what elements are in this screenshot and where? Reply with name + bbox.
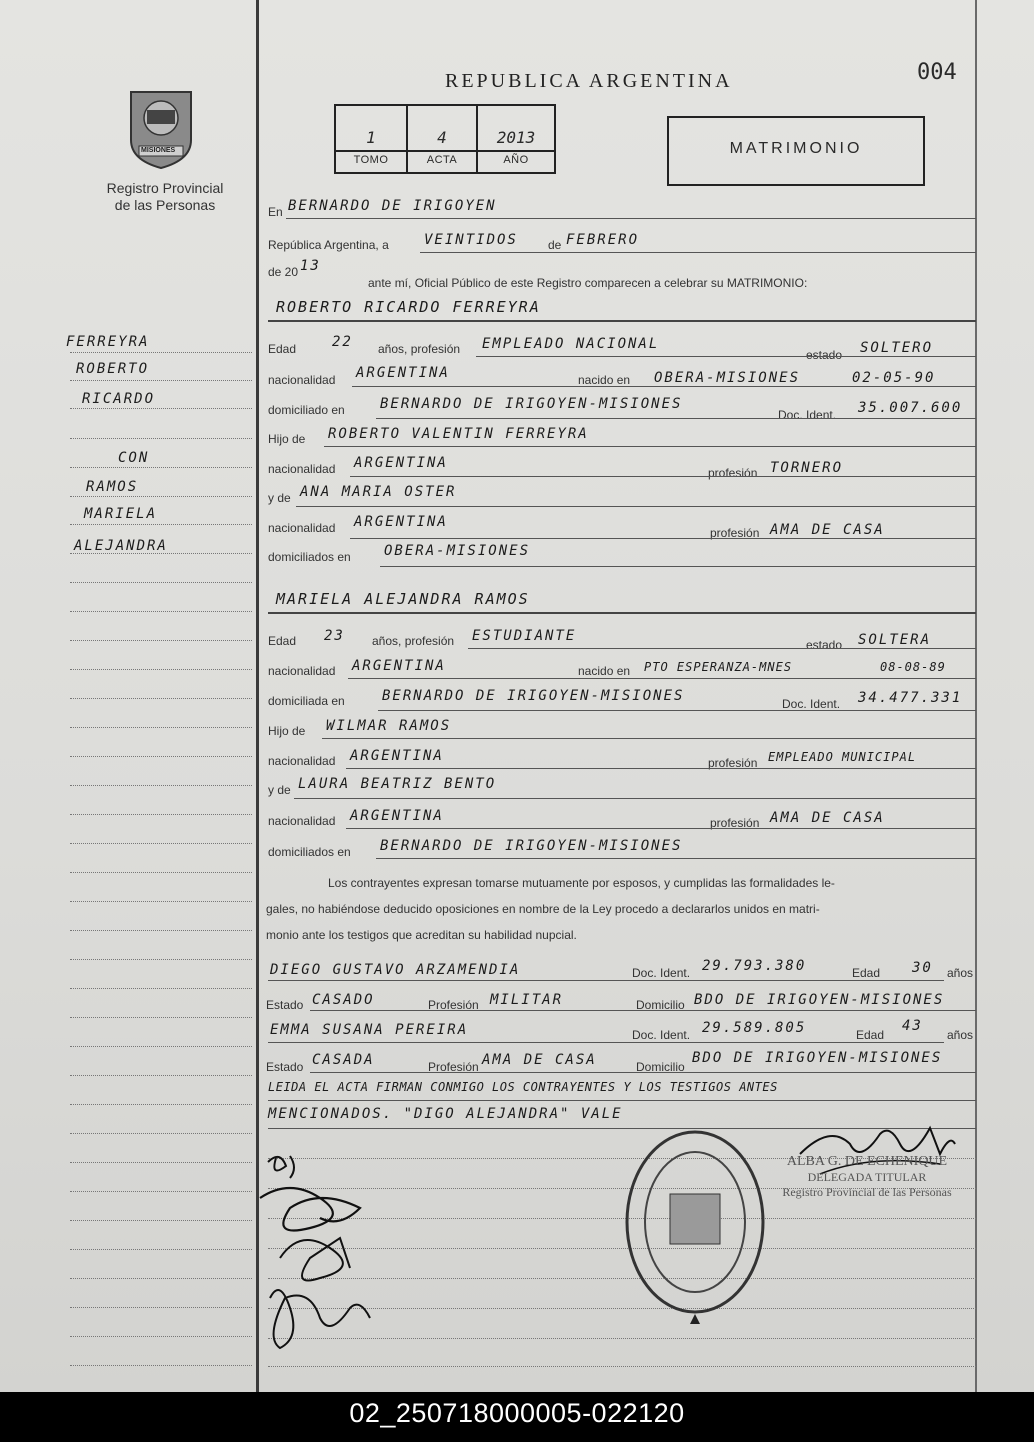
declaration-text [266,870,976,948]
witness1-anos-label: años [947,966,974,980]
bride-mother-prof-label: profesión [710,816,760,830]
bride-edad-label: Edad [268,634,297,648]
bride-mother-nationality: ARGENTINA [350,808,444,824]
official-name: ALBA G. DE ECHENIQUE [786,1154,948,1169]
groom-father-nat-label: nacionalidad [268,462,336,476]
witness1-name: DIEGO GUSTAVO ARZAMENDIA [270,962,521,978]
bride-doc-label: Doc. Ident. [782,697,841,711]
closing-line-1: LEIDA EL ACTA FIRMAN CONMIGO LOS CONTRAYENTES Y LOS TESTIGOS ANTES [268,1080,778,1094]
acta-label: ACTA [426,154,458,166]
footer-code-bar [0,1392,1034,1442]
witness1-dom-label: Domicilio [636,998,685,1012]
groom-doc: 35.007.600 [858,400,963,416]
anio-label: AÑO [503,154,529,166]
margin-name-5: RAMOS [86,479,139,495]
groom-nat-label: nacionalidad [268,373,336,387]
groom-father-nationality: ARGENTINA [354,455,448,471]
country-heading: REPUBLICA ARGENTINA [445,70,733,92]
witness2-edad-label: Edad [856,1028,885,1042]
witness2-profession: AMA DE CASA [482,1052,597,1068]
marriage-day: VEINTIDOS [424,232,518,248]
bride-age: 23 [324,628,345,644]
intro-statement: ante mí, Oficial Público de este Registro comparecen a celebrar su MATRIMONIO: [368,276,808,290]
witness2-prof-label: Profesión [428,1060,479,1074]
witness1-age: 30 [912,960,933,976]
groom-dom-label: domiciliado en [268,403,345,417]
groom-father-profession: TORNERO [770,460,844,476]
groom-hijo-label: Hijo de [268,432,306,446]
groom-birthdate: 02-05-90 [852,370,936,386]
bride-anos-label: años, profesión [372,634,455,648]
bride-yde-label: y de [268,783,291,797]
official-round-stamp [620,1126,770,1326]
bride-nacido-label: nacido en [578,664,631,678]
page-edge [975,0,977,1392]
bride-dom-label: domiciliada en [268,694,345,708]
anio-value: 2013 [496,128,536,147]
acta-value: 4 [437,128,447,147]
margin-name-6: MARIELA [84,506,158,522]
groom-father: ROBERTO VALENTIN FERREYRA [328,426,589,442]
bride-father-nationality: ARGENTINA [350,748,444,764]
declaration-line-2: gales, no habiéndose deducido oposiciones en nombre de la Ley procedo a declararlos unidos en matri- [266,902,820,916]
witness2-address: BDO DE IRIGOYEN-MISIONES [692,1050,943,1066]
logo-seal-text: MISIONES [141,147,176,154]
registry-name-line1: Registro Provincial [106,180,224,196]
witness1-prof-label: Profesión [428,998,479,1012]
witness1-address: BDO DE IRIGOYEN-MISIONES [694,992,945,1008]
witness2-age: 43 [902,1018,923,1034]
groom-birthplace: OBERA-MISIONES [654,370,801,386]
groom-edad-label: Edad [268,342,297,356]
witness2-doc: 29.589.805 [702,1020,807,1036]
groom-father-prof-label: profesión [708,466,758,480]
groom-parents-dom-label: domiciliados en [268,550,351,564]
official-title: DELEGADA TITULAR [807,1170,927,1184]
bride-parents-dom-label: domiciliados en [268,845,351,859]
witness2-estado-label: Estado [266,1060,304,1074]
witness2-doc-label: Doc. Ident. [632,1028,691,1042]
groom-anos-label: años, profesión [378,342,461,356]
witness2-status: CASADA [312,1052,375,1068]
registry-name [70,180,260,214]
margin-name-3: RICARDO [82,391,156,407]
margin-name-7: ALEJANDRA [74,538,168,554]
witness1-estado-label: Estado [266,998,304,1012]
bride-birthdate: 08-08-89 [880,660,946,674]
bride-birthplace: PTO ESPERANZA-MNES [644,660,793,674]
witness2-name: EMMA SUSANA PEREIRA [270,1022,469,1038]
marriage-month: FEBRERO [566,232,640,248]
groom-mother-nat-label: nacionalidad [268,521,336,535]
groom-address: BERNARDO DE IRIGOYEN-MISIONES [380,396,683,412]
bride-mother-nat-label: nacionalidad [268,814,336,828]
groom-nationality: ARGENTINA [356,365,450,381]
bride-profession: ESTUDIANTE [472,628,577,644]
year-suffix: 13 [300,258,321,274]
de-label: de [548,238,562,252]
groom-age: 22 [332,334,353,350]
registry-logo [125,88,197,170]
party-signatures [250,1148,400,1368]
groom-parents-address: OBERA-MISIONES [384,543,531,559]
bride-doc: 34.477.331 [858,690,963,706]
en-label: En [268,205,283,219]
tomo-label: TOMO [353,154,389,166]
witness2-dom-label: Domicilio [636,1060,685,1074]
groom-profession: EMPLEADO NACIONAL [482,336,660,352]
marriage-place: BERNARDO DE IRIGOYEN [288,198,497,214]
bride-father-nat-label: nacionalidad [268,754,336,768]
bride-name: MARIELA ALEJANDRA RAMOS [276,590,530,608]
bride-status: SOLTERA [858,632,932,648]
bride-mother: LAURA BEATRIZ BENTO [298,776,497,792]
document-type-box [667,116,925,186]
groom-mother-prof-label: profesión [710,526,760,540]
republica-label: República Argentina, a [268,238,389,252]
bride-mother-profession: AMA DE CASA [770,810,885,826]
groom-yde-label: y de [268,491,291,505]
witness1-doc: 29.793.380 [702,958,807,974]
groom-mother: ANA MARIA OSTER [300,484,457,500]
witness1-doc-label: Doc. Ident. [632,966,691,980]
witness1-edad-label: Edad [852,966,881,980]
groom-mother-nationality: ARGENTINA [354,514,448,530]
tomo-value: 1 [366,128,376,147]
witness1-profession: MILITAR [490,992,564,1008]
registry-name-line2: de las Personas [114,197,216,213]
groom-status: SOLTERO [860,340,934,356]
bride-parents-address: BERNARDO DE IRIGOYEN-MISIONES [380,838,683,854]
page-number: 004 [917,60,957,85]
official-stamp-text [772,1154,962,1200]
bride-nat-label: nacionalidad [268,664,336,678]
margin-name-2: ROBERTO [76,361,150,377]
bride-address: BERNARDO DE IRIGOYEN-MISIONES [382,688,685,704]
year-prefix: de 20 [268,265,299,279]
groom-mother-profession: AMA DE CASA [770,522,885,538]
witness2-anos-label: años [947,1028,974,1042]
groom-nacido-label: nacido en [578,373,631,387]
groom-doc-label: Doc. Ident. [778,408,837,422]
groom-name: ROBERTO RICARDO FERREYRA [276,298,541,316]
document-type: MATRIMONIO [729,140,863,157]
bride-hijo-label: Hijo de [268,724,306,738]
margin-name-4: CON [118,450,150,466]
bride-father-profession: EMPLEADO MUNICIPAL [768,750,917,764]
reference-table [334,104,556,174]
declaration-line-3: monio ante los testigos que acreditan su habilidad nupcial. [266,928,577,942]
closing-line-2: MENCIONADOS. "DIGO ALEJANDRA" VALE [268,1106,623,1122]
bride-estado-label: estado [806,638,843,652]
declaration-line-1: Los contrayentes expresan tomarse mutuamente por esposos, y cumplidas las formalidades le- [328,876,835,890]
footer-code: 02_250718000005-022120 [349,1398,685,1428]
bride-father: WILMAR RAMOS [326,718,452,734]
bride-father-prof-label: profesión [708,756,758,770]
margin-name-1: FERREYRA [66,334,150,350]
bride-nationality: ARGENTINA [352,658,446,674]
witness1-status: CASADO [312,992,375,1008]
groom-estado-label: estado [806,348,843,362]
official-office: Registro Provincial de las Personas [782,1185,952,1199]
